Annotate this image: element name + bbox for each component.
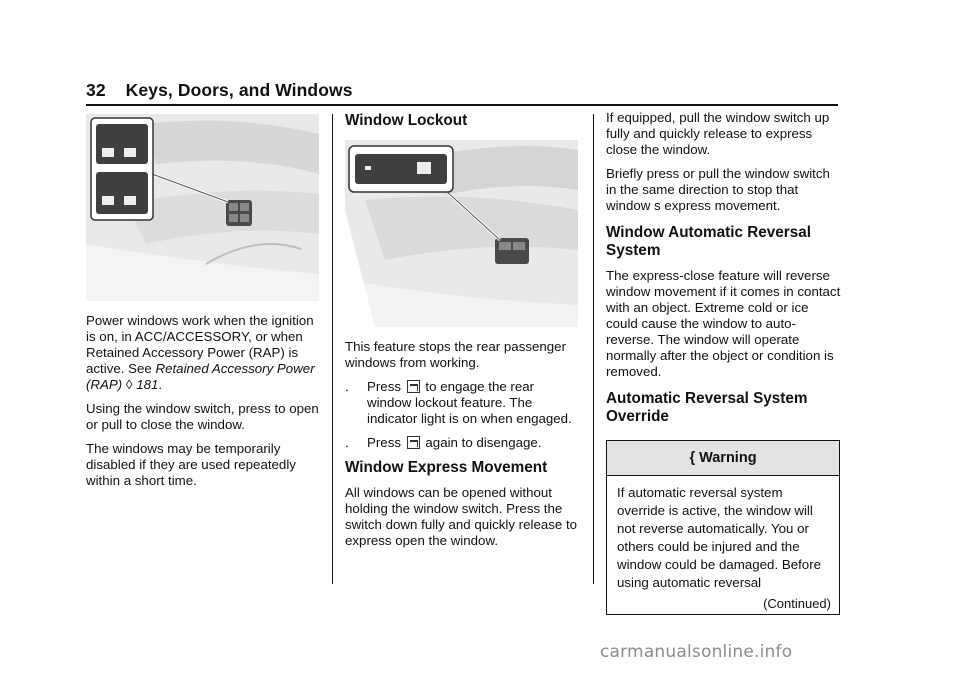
continued-label: (Continued) [763,596,831,611]
window-lockout-button-icon[interactable] [407,436,420,449]
disabled-note-paragraph: The windows may be temporarily disabled if they are used repeatedly within a short time. [86,441,296,488]
warning-text: If automatic reversal system override is active, the window will not reverse automatically. You or others could be injured and the window could be damaged. Before using automatic reversal [617,485,822,590]
window-lockout-button-icon[interactable] [407,380,420,393]
heading-express-movement: Window Express Movement [345,459,548,476]
switch-usage-paragraph: Using the window switch, press to open or pull to close the window. [86,401,319,432]
stop-movement-paragraph: Briefly press or pull the window switch in the same direction to stop that window s express movement. [606,166,830,213]
column-2 [345,110,581,557]
lockout-description: This feature stops the rear passenger windows from working. [345,339,566,370]
rap-reference[interactable]: Retained Accessory Power (RAP) [86,361,315,392]
reversal-paragraph: The express-close feature will reverse window movement if it comes in contact with an object. Extreme cold or ice could cause the window to auto-reverse. The window will operate normally after the object or condition is removed. [606,268,841,379]
power-window-switch-illustration [86,114,319,301]
lockout-bullet-engage: . Press to engage the rear window lockout feature. The indicator light is on when engaged. [345,379,572,426]
heading-reversal-override: Automatic Reversal System Override [606,390,808,425]
lockout-bullet-disengage: . Press again to disengage. [345,435,542,450]
column-1 [86,114,322,497]
heading-automatic-reversal: Window Automatic Reversal System [606,224,811,259]
section-title: Keys, Doors, and Windows [125,80,353,100]
window-lockout-illustration [345,140,578,327]
page-ref-arrow-icon: ◊ [125,377,133,392]
page-header [86,80,353,101]
warning-box [606,440,840,615]
column-divider-2 [593,114,594,584]
warning-icon: { [689,450,696,466]
page-number: 32 [86,80,106,100]
rap-page-link[interactable]: 181 [136,377,159,392]
warning-header [607,441,839,476]
column-divider-1 [332,114,333,584]
heading-window-lockout: Window Lockout [345,112,468,129]
express-close-paragraph: If equipped, pull the window switch up fully and quickly release to express close the window. [606,110,830,157]
column-3 [606,110,842,615]
warning-title: Warning [699,450,757,466]
rap-paragraph: Power windows work when the ignition is on, in ACC/ACCESSORY, or when Retained Accessory Power (RAP) is active. See Retained Accessory Power (RAP) ◊ 181. [86,313,315,392]
header-rule [86,104,838,106]
watermark: carmanualsonline.info [600,642,793,662]
express-movement-paragraph: All windows can be opened without holding the window switch. Press the switch down fully and quickly release to express open the window. [345,485,578,548]
